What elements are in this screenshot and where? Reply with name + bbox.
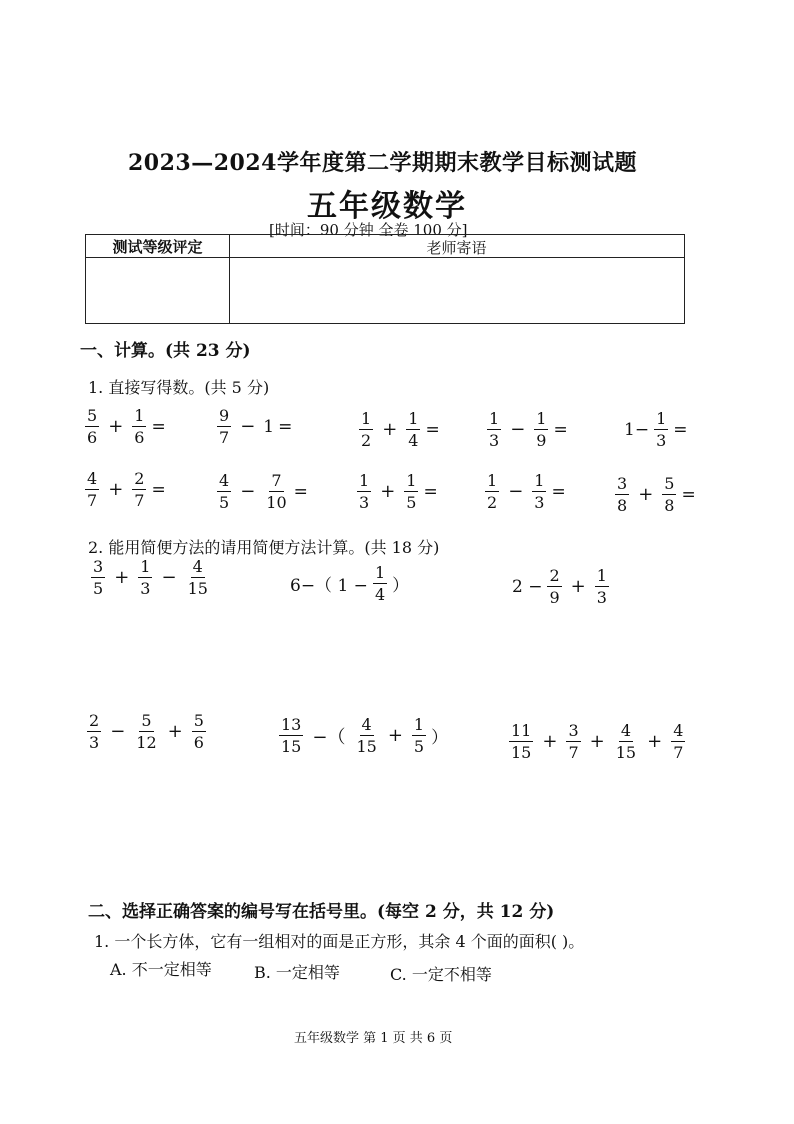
fraction: $\frac{1}{4}$ xyxy=(374,563,386,604)
fraction: $\frac{1}{3}$ xyxy=(359,471,370,512)
fraction: $\frac{4}{15}$ xyxy=(187,557,208,598)
fraction: $\frac{1}{3}$ xyxy=(534,471,545,512)
fraction: $\frac{3}{7}$ xyxy=(568,721,579,762)
oral-item-9: $\frac{1}{2}$ − $\frac{1}{3}$ = xyxy=(487,471,566,512)
fraction: $\frac{1}{2}$ xyxy=(361,409,372,450)
fraction: $\frac{7}{10}$ xyxy=(266,471,287,512)
fraction: $\frac{4}{7}$ xyxy=(673,721,684,762)
fraction: $\frac{13}{15}$ xyxy=(281,715,302,756)
fraction: $\frac{2}{9}$ xyxy=(549,566,560,607)
exam-meta: [时间：90 分钟 全卷 100 分] xyxy=(269,221,468,239)
oral-item-3: $\frac{1}{2}$ + $\frac{1}{4}$ = xyxy=(361,409,440,450)
fraction: $\frac{9}{7}$ xyxy=(219,406,230,447)
calc-item-3: 2 − $\frac{2}{9}$ + $\frac{1}{3}$ xyxy=(512,566,607,607)
fraction: $\frac{4}{5}$ xyxy=(219,471,230,512)
fraction: $\frac{11}{15}$ xyxy=(511,721,532,762)
section1-heading: 一、计算。(共 23 分) xyxy=(80,341,251,361)
oral-item-1: $\frac{5}{6}$ + $\frac{1}{6}$ = xyxy=(87,406,166,447)
choice-option-a: A. 不一定相等 xyxy=(110,960,212,979)
fraction: $\frac{1}{3}$ xyxy=(596,566,607,607)
oral-item-10: $\frac{3}{8}$ + $\frac{5}{8}$ = xyxy=(617,474,696,515)
fraction: $\frac{1}{6}$ xyxy=(134,406,145,447)
calc-item-6: $\frac{11}{15}$ + $\frac{3}{7}$ + $\frac{4}{15}$ + $\frac{4}{7}$ xyxy=(511,721,684,762)
calc-item-5: $\frac{13}{15}$ −（ $\frac{4}{15}$ + $\frac{1}{5}$ ） xyxy=(281,715,449,756)
exam-subject: 五年级数学 xyxy=(307,189,467,224)
grade-comment-table xyxy=(85,234,685,324)
choice-option-c: C. 一定不相等 xyxy=(390,965,492,984)
question1-label: 1. 直接写得数。(共 5 分) xyxy=(88,378,270,397)
fraction: $\frac{3}{8}$ xyxy=(617,474,628,515)
section2-heading: 二、选择正确答案的编号写在括号里。(每空 2 分，共 12 分) xyxy=(88,902,555,922)
fraction: $\frac{5}{8}$ xyxy=(664,474,675,515)
fraction: $\frac{1}{3}$ xyxy=(656,409,667,450)
grade-evaluation-header: 测试等级评定 xyxy=(112,238,203,256)
oral-item-8: $\frac{1}{3}$ + $\frac{1}{5}$ = xyxy=(359,471,438,512)
fraction: $\frac{1}{5}$ xyxy=(413,715,425,756)
calc-item-4: $\frac{2}{3}$ − $\frac{5}{12}$ + $\frac{5}{6}$ xyxy=(89,711,204,752)
fraction: $\frac{4}{15}$ xyxy=(356,715,377,756)
fraction: $\frac{4}{7}$ xyxy=(87,469,98,510)
question2-label: 2. 能用简便方法的请用简便方法计算。(共 18 分) xyxy=(88,538,440,557)
fraction: $\frac{5}{12}$ xyxy=(136,711,157,752)
fraction: $\frac{2}{3}$ xyxy=(89,711,100,752)
oral-item-6: $\frac{4}{7}$ + $\frac{2}{7}$ = xyxy=(87,469,166,510)
oral-item-4: $\frac{1}{3}$ − $\frac{1}{9}$ = xyxy=(489,409,568,450)
fraction: $\frac{5}{6}$ xyxy=(87,406,98,447)
fraction: $\frac{2}{7}$ xyxy=(134,469,145,510)
oral-item-7: $\frac{4}{5}$ − $\frac{7}{10}$ = xyxy=(219,471,308,512)
choice-option-b: B. 一定相等 xyxy=(254,963,340,982)
fraction: $\frac{3}{5}$ xyxy=(93,557,104,598)
page-footer: 五年级数学 第 1 页 共 6 页 xyxy=(294,1031,453,1046)
fraction: $\frac{4}{15}$ xyxy=(615,721,637,762)
fraction: $\frac{1}{4}$ xyxy=(408,409,419,450)
fraction: $\frac{1}{9}$ xyxy=(536,409,547,450)
fraction: $\frac{1}{5}$ xyxy=(406,471,417,512)
oral-item-2: $\frac{9}{7}$ − 1 = xyxy=(219,406,293,447)
teacher-comment-header: 老师寄语 xyxy=(426,239,487,257)
fraction: $\frac{1}{2}$ xyxy=(487,471,498,512)
exam-title: 2023—2024学年度第二学期期末教学目标测试题 xyxy=(128,150,637,176)
calc-item-1: $\frac{3}{5}$ + $\frac{1}{3}$ − $\frac{4}{15}$ xyxy=(93,557,208,598)
fraction: $\frac{1}{3}$ xyxy=(489,409,500,450)
fraction: $\frac{5}{6}$ xyxy=(193,711,204,752)
calc-item-2: 6−（ 1 − $\frac{1}{4}$ ） xyxy=(290,563,410,604)
choice-question-1: 1. 一个长方体，它有一组相对的面是正方形，其余 4 个面的面积( )。 xyxy=(94,932,585,951)
fraction: $\frac{1}{3}$ xyxy=(140,557,151,598)
oral-item-5: 1− $\frac{1}{3}$ = xyxy=(624,409,688,450)
